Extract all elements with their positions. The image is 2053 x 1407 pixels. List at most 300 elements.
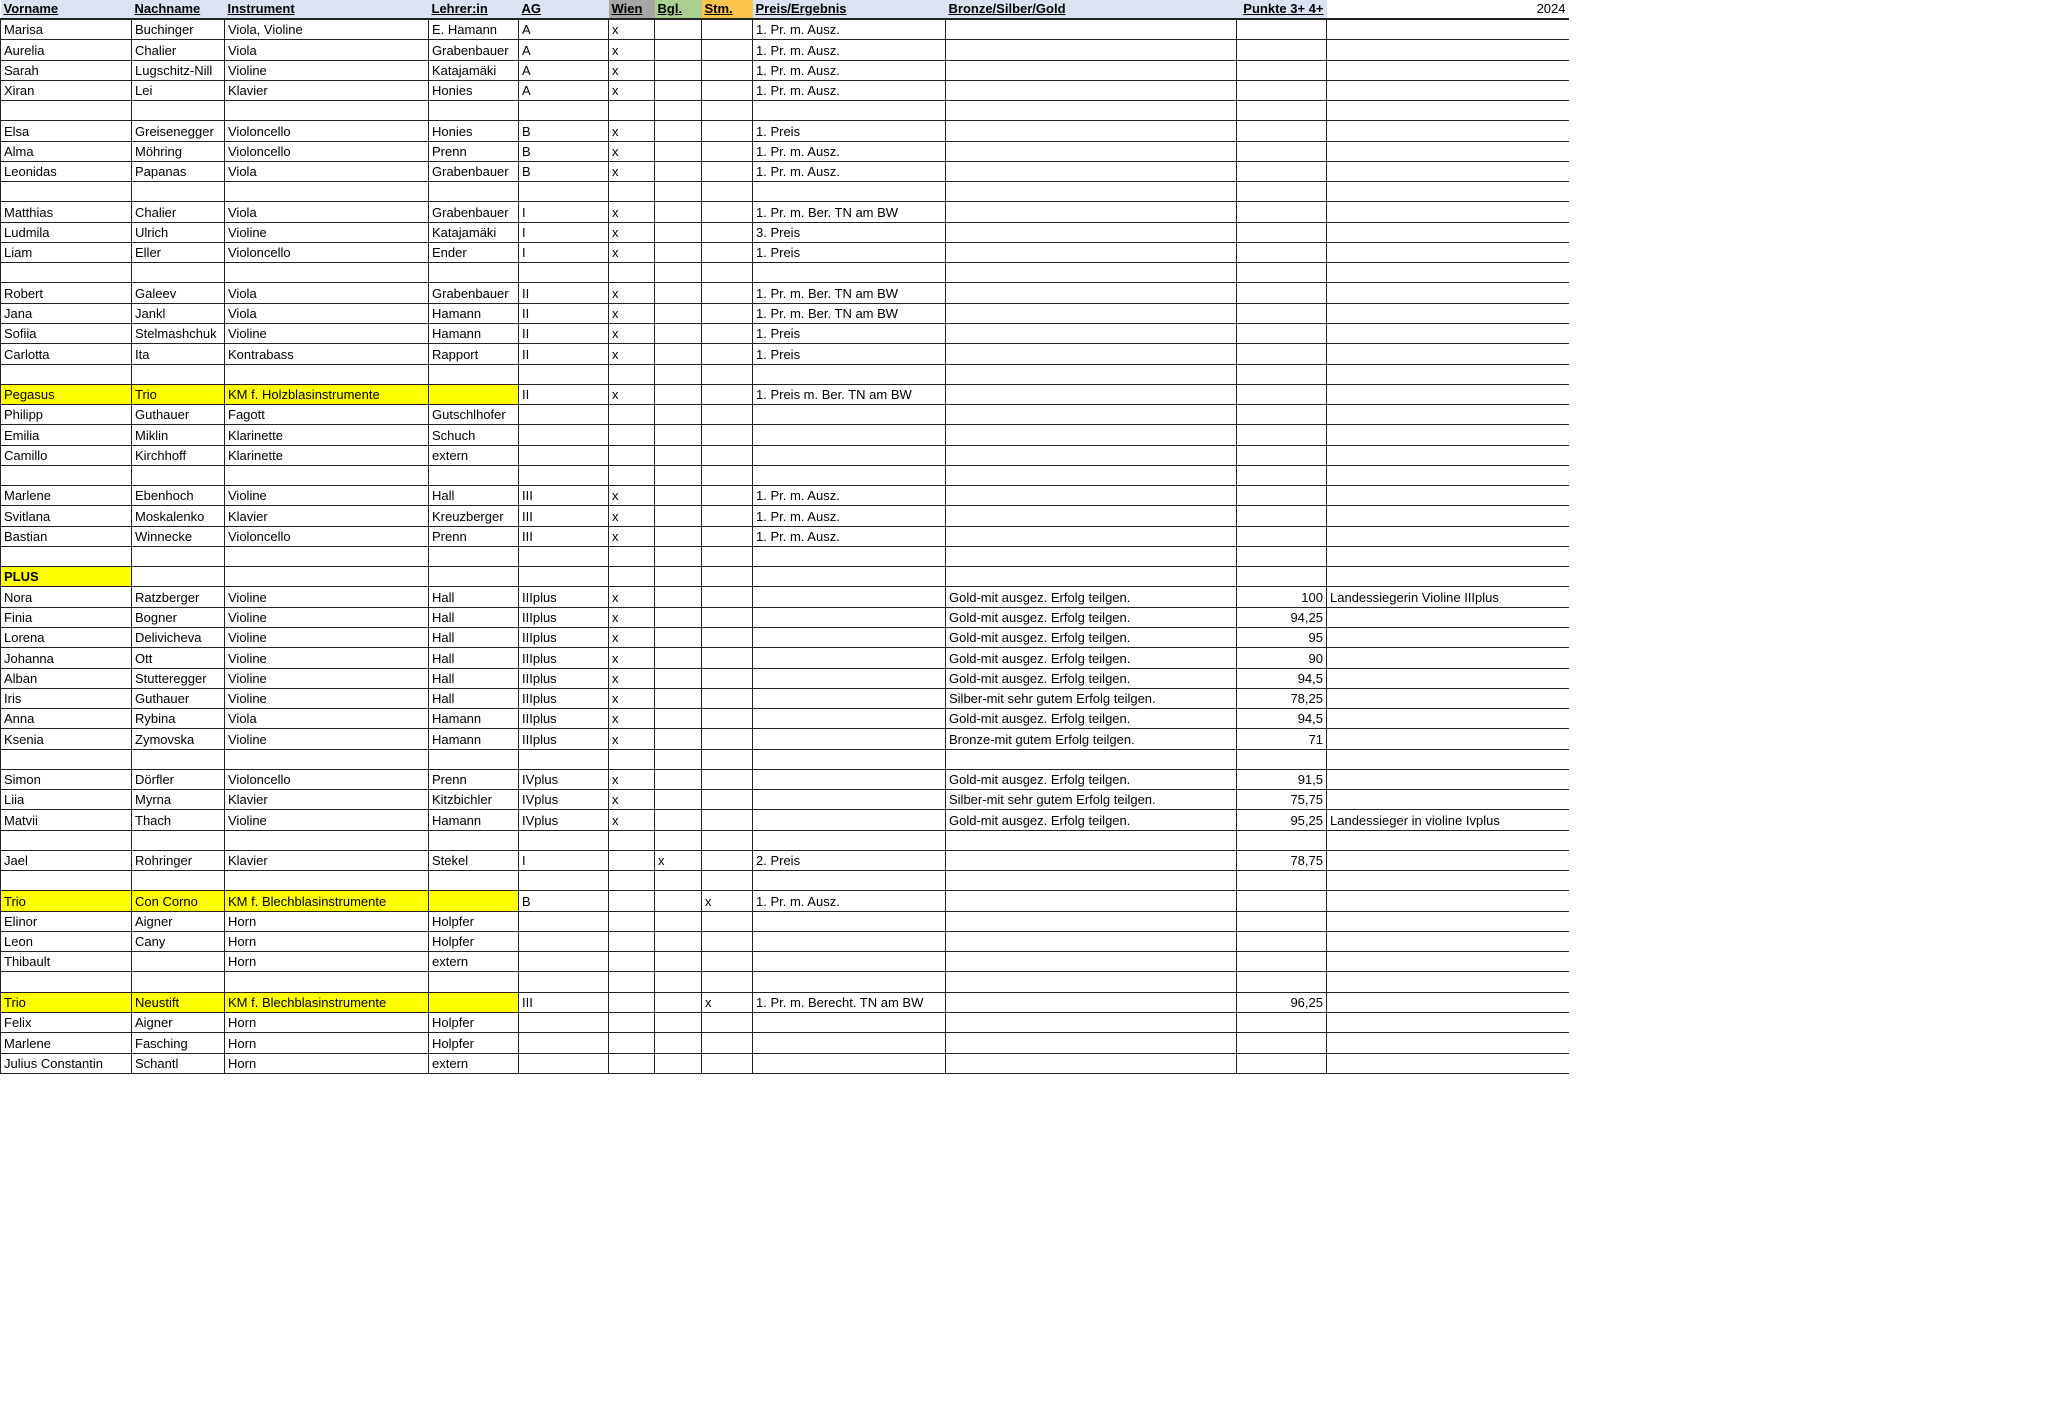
cell-vorname[interactable] xyxy=(1,546,132,566)
cell-nachname[interactable] xyxy=(132,972,225,992)
cell-stm[interactable] xyxy=(702,486,753,506)
cell-stm[interactable] xyxy=(702,567,753,587)
cell-note[interactable] xyxy=(1327,465,1569,485)
cell-lehrer[interactable] xyxy=(429,465,519,485)
cell-stm[interactable] xyxy=(702,952,753,972)
cell-ag[interactable]: I xyxy=(519,242,609,262)
cell-bgl[interactable] xyxy=(655,344,702,364)
cell-wien[interactable] xyxy=(609,405,655,425)
cell-ag[interactable]: A xyxy=(519,40,609,60)
cell-stm[interactable] xyxy=(702,607,753,627)
cell-lehrer[interactable]: Stekel xyxy=(429,850,519,870)
cell-preis[interactable]: 1. Pr. m. Ausz. xyxy=(753,141,946,161)
cell-lehrer[interactable]: Hamann xyxy=(429,709,519,729)
cell-ag[interactable] xyxy=(519,931,609,951)
cell-note[interactable]: Landessiegerin Violine IIIplus xyxy=(1327,587,1569,607)
cell-stm[interactable] xyxy=(702,121,753,141)
cell-ag[interactable]: II xyxy=(519,384,609,404)
cell-wien[interactable]: x xyxy=(609,668,655,688)
cell-vorname[interactable]: Elinor xyxy=(1,911,132,931)
cell-stm[interactable] xyxy=(702,141,753,161)
cell-stm[interactable] xyxy=(702,161,753,181)
cell-bgl[interactable] xyxy=(655,425,702,445)
cell-ag[interactable] xyxy=(519,101,609,121)
cell-medaille[interactable] xyxy=(946,101,1237,121)
cell-nachname[interactable]: Trio xyxy=(132,384,225,404)
cell-vorname[interactable] xyxy=(1,182,132,202)
cell-ag[interactable]: III xyxy=(519,506,609,526)
cell-wien[interactable] xyxy=(609,445,655,465)
cell-stm[interactable] xyxy=(702,405,753,425)
cell-wien[interactable]: x xyxy=(609,161,655,181)
cell-wien[interactable]: x xyxy=(609,526,655,546)
cell-note[interactable] xyxy=(1327,567,1569,587)
cell-wien[interactable] xyxy=(609,546,655,566)
cell-note[interactable] xyxy=(1327,323,1569,343)
cell-instrument[interactable]: Violine xyxy=(225,627,429,647)
cell-instrument[interactable] xyxy=(225,972,429,992)
cell-vorname[interactable]: Johanna xyxy=(1,648,132,668)
cell-instrument[interactable]: Violine xyxy=(225,688,429,708)
cell-instrument[interactable]: Viola, Violine xyxy=(225,19,429,40)
cell-lehrer[interactable]: Hall xyxy=(429,587,519,607)
cell-punkte[interactable] xyxy=(1237,263,1327,283)
cell-nachname[interactable]: Ebenhoch xyxy=(132,486,225,506)
cell-stm[interactable] xyxy=(702,263,753,283)
cell-nachname[interactable]: Stutteregger xyxy=(132,668,225,688)
cell-vorname[interactable]: Sarah xyxy=(1,60,132,80)
cell-note[interactable] xyxy=(1327,911,1569,931)
cell-note[interactable] xyxy=(1327,790,1569,810)
cell-vorname[interactable]: Aurelia xyxy=(1,40,132,60)
cell-bgl[interactable] xyxy=(655,607,702,627)
cell-vorname[interactable]: Felix xyxy=(1,1013,132,1033)
cell-instrument[interactable]: Violoncello xyxy=(225,121,429,141)
cell-note[interactable] xyxy=(1327,992,1569,1012)
cell-bgl[interactable] xyxy=(655,830,702,850)
cell-stm[interactable] xyxy=(702,709,753,729)
cell-punkte[interactable] xyxy=(1237,141,1327,161)
cell-stm[interactable] xyxy=(702,972,753,992)
cell-wien[interactable]: x xyxy=(609,790,655,810)
cell-preis[interactable]: 1. Preis xyxy=(753,242,946,262)
cell-preis[interactable] xyxy=(753,769,946,789)
cell-punkte[interactable]: 100 xyxy=(1237,587,1327,607)
cell-lehrer[interactable] xyxy=(429,992,519,1012)
cell-bgl[interactable] xyxy=(655,263,702,283)
cell-preis[interactable] xyxy=(753,729,946,749)
cell-instrument[interactable]: Violine xyxy=(225,323,429,343)
cell-instrument[interactable]: Violine xyxy=(225,486,429,506)
cell-wien[interactable] xyxy=(609,101,655,121)
cell-stm[interactable]: x xyxy=(702,992,753,1012)
cell-punkte[interactable]: 94,25 xyxy=(1237,607,1327,627)
cell-punkte[interactable] xyxy=(1237,891,1327,911)
cell-note[interactable] xyxy=(1327,283,1569,303)
cell-punkte[interactable] xyxy=(1237,526,1327,546)
cell-stm[interactable] xyxy=(702,242,753,262)
cell-punkte[interactable] xyxy=(1237,182,1327,202)
cell-bgl[interactable]: x xyxy=(655,850,702,870)
cell-nachname[interactable] xyxy=(132,871,225,891)
cell-vorname[interactable]: Alban xyxy=(1,668,132,688)
cell-punkte[interactable] xyxy=(1237,40,1327,60)
cell-ag[interactable]: I xyxy=(519,222,609,242)
cell-punkte[interactable]: 78,75 xyxy=(1237,850,1327,870)
cell-medaille[interactable]: Gold-mit ausgez. Erfolg teilgen. xyxy=(946,709,1237,729)
cell-note[interactable] xyxy=(1327,303,1569,323)
cell-medaille[interactable] xyxy=(946,182,1237,202)
cell-punkte[interactable] xyxy=(1237,161,1327,181)
cell-instrument[interactable]: Violoncello xyxy=(225,526,429,546)
cell-vorname[interactable]: Matvii xyxy=(1,810,132,830)
cell-punkte[interactable]: 94,5 xyxy=(1237,668,1327,688)
cell-lehrer[interactable]: Rapport xyxy=(429,344,519,364)
cell-punkte[interactable] xyxy=(1237,911,1327,931)
cell-vorname[interactable]: Simon xyxy=(1,769,132,789)
cell-lehrer[interactable] xyxy=(429,972,519,992)
cell-lehrer[interactable]: Grabenbauer xyxy=(429,202,519,222)
cell-stm[interactable] xyxy=(702,688,753,708)
cell-ag[interactable]: IIIplus xyxy=(519,587,609,607)
cell-preis[interactable]: 1. Pr. m. Ber. TN am BW xyxy=(753,303,946,323)
cell-stm[interactable] xyxy=(702,364,753,384)
cell-lehrer[interactable]: Holpfer xyxy=(429,1013,519,1033)
cell-note[interactable] xyxy=(1327,40,1569,60)
cell-stm[interactable] xyxy=(702,465,753,485)
cell-medaille[interactable] xyxy=(946,60,1237,80)
cell-stm[interactable] xyxy=(702,587,753,607)
cell-lehrer[interactable]: Ender xyxy=(429,242,519,262)
cell-stm[interactable] xyxy=(702,202,753,222)
cell-note[interactable] xyxy=(1327,1033,1569,1053)
cell-ag[interactable]: B xyxy=(519,141,609,161)
cell-stm[interactable] xyxy=(702,871,753,891)
cell-instrument[interactable]: Horn xyxy=(225,911,429,931)
cell-stm[interactable] xyxy=(702,80,753,100)
cell-stm[interactable] xyxy=(702,931,753,951)
cell-punkte[interactable] xyxy=(1237,242,1327,262)
header-instrument[interactable]: Instrument xyxy=(225,0,429,19)
cell-instrument[interactable]: Klavier xyxy=(225,80,429,100)
cell-lehrer[interactable]: Hamann xyxy=(429,810,519,830)
cell-stm[interactable] xyxy=(702,506,753,526)
cell-instrument[interactable]: Fagott xyxy=(225,405,429,425)
cell-preis[interactable] xyxy=(753,871,946,891)
cell-note[interactable] xyxy=(1327,182,1569,202)
cell-lehrer[interactable] xyxy=(429,546,519,566)
cell-punkte[interactable] xyxy=(1237,202,1327,222)
cell-nachname[interactable]: Winnecke xyxy=(132,526,225,546)
cell-medaille[interactable] xyxy=(946,972,1237,992)
cell-medaille[interactable] xyxy=(946,506,1237,526)
cell-note[interactable] xyxy=(1327,648,1569,668)
cell-nachname[interactable] xyxy=(132,952,225,972)
cell-punkte[interactable] xyxy=(1237,871,1327,891)
cell-vorname[interactable]: Julius Constantin xyxy=(1,1053,132,1073)
cell-wien[interactable] xyxy=(609,1033,655,1053)
cell-medaille[interactable] xyxy=(946,546,1237,566)
cell-nachname[interactable]: Myrna xyxy=(132,790,225,810)
cell-wien[interactable] xyxy=(609,749,655,769)
cell-bgl[interactable] xyxy=(655,323,702,343)
cell-instrument[interactable]: Violine xyxy=(225,729,429,749)
cell-punkte[interactable] xyxy=(1237,364,1327,384)
cell-medaille[interactable] xyxy=(946,992,1237,1012)
cell-wien[interactable]: x xyxy=(609,486,655,506)
cell-stm[interactable] xyxy=(702,850,753,870)
cell-lehrer[interactable]: Prenn xyxy=(429,526,519,546)
cell-note[interactable] xyxy=(1327,101,1569,121)
cell-preis[interactable] xyxy=(753,952,946,972)
cell-punkte[interactable] xyxy=(1237,749,1327,769)
cell-medaille[interactable] xyxy=(946,526,1237,546)
cell-medaille[interactable] xyxy=(946,202,1237,222)
cell-wien[interactable] xyxy=(609,992,655,1012)
cell-vorname[interactable]: Robert xyxy=(1,283,132,303)
cell-lehrer[interactable]: Hall xyxy=(429,688,519,708)
cell-nachname[interactable] xyxy=(132,830,225,850)
cell-punkte[interactable]: 91,5 xyxy=(1237,769,1327,789)
cell-vorname[interactable]: Sofiia xyxy=(1,323,132,343)
cell-punkte[interactable] xyxy=(1237,222,1327,242)
cell-lehrer[interactable]: E. Hamann xyxy=(429,19,519,40)
cell-medaille[interactable]: Gold-mit ausgez. Erfolg teilgen. xyxy=(946,668,1237,688)
cell-punkte[interactable] xyxy=(1237,60,1327,80)
cell-preis[interactable]: 1. Pr. m. Ausz. xyxy=(753,19,946,40)
cell-bgl[interactable] xyxy=(655,871,702,891)
cell-punkte[interactable]: 95 xyxy=(1237,627,1327,647)
cell-preis[interactable] xyxy=(753,911,946,931)
cell-ag[interactable]: B xyxy=(519,161,609,181)
cell-preis[interactable] xyxy=(753,1013,946,1033)
cell-ag[interactable] xyxy=(519,1033,609,1053)
cell-ag[interactable] xyxy=(519,182,609,202)
cell-bgl[interactable] xyxy=(655,364,702,384)
cell-medaille[interactable] xyxy=(946,19,1237,40)
cell-vorname[interactable]: Jana xyxy=(1,303,132,323)
cell-bgl[interactable] xyxy=(655,182,702,202)
cell-instrument[interactable]: Violine xyxy=(225,648,429,668)
cell-medaille[interactable] xyxy=(946,749,1237,769)
cell-nachname[interactable]: Neustift xyxy=(132,992,225,1012)
cell-lehrer[interactable]: Kreuzberger xyxy=(429,506,519,526)
cell-stm[interactable] xyxy=(702,810,753,830)
cell-nachname[interactable]: Guthauer xyxy=(132,405,225,425)
cell-vorname[interactable]: Anna xyxy=(1,709,132,729)
cell-ag[interactable]: III xyxy=(519,526,609,546)
cell-note[interactable] xyxy=(1327,384,1569,404)
cell-nachname[interactable]: Ott xyxy=(132,648,225,668)
cell-stm[interactable] xyxy=(702,40,753,60)
cell-medaille[interactable] xyxy=(946,364,1237,384)
cell-lehrer[interactable]: Prenn xyxy=(429,769,519,789)
cell-stm[interactable] xyxy=(702,729,753,749)
cell-wien[interactable] xyxy=(609,911,655,931)
header-bgl[interactable]: Bgl. xyxy=(655,0,702,19)
cell-medaille[interactable] xyxy=(946,445,1237,465)
cell-preis[interactable] xyxy=(753,546,946,566)
cell-note[interactable] xyxy=(1327,80,1569,100)
cell-nachname[interactable] xyxy=(132,364,225,384)
cell-punkte[interactable] xyxy=(1237,546,1327,566)
cell-bgl[interactable] xyxy=(655,405,702,425)
cell-punkte[interactable] xyxy=(1237,283,1327,303)
header-nachname[interactable]: Nachname xyxy=(132,0,225,19)
cell-vorname[interactable]: Elsa xyxy=(1,121,132,141)
cell-wien[interactable] xyxy=(609,972,655,992)
cell-preis[interactable] xyxy=(753,567,946,587)
cell-vorname[interactable]: Leon xyxy=(1,931,132,951)
cell-instrument[interactable] xyxy=(225,364,429,384)
cell-lehrer[interactable]: Katajamäki xyxy=(429,222,519,242)
cell-bgl[interactable] xyxy=(655,587,702,607)
cell-wien[interactable]: x xyxy=(609,688,655,708)
cell-preis[interactable] xyxy=(753,627,946,647)
cell-punkte[interactable] xyxy=(1237,1033,1327,1053)
cell-punkte[interactable] xyxy=(1237,80,1327,100)
cell-ag[interactable] xyxy=(519,952,609,972)
cell-note[interactable] xyxy=(1327,850,1569,870)
cell-bgl[interactable] xyxy=(655,790,702,810)
cell-instrument[interactable]: KM f. Blechblasinstrumente xyxy=(225,891,429,911)
cell-note[interactable] xyxy=(1327,952,1569,972)
cell-instrument[interactable]: Viola xyxy=(225,303,429,323)
cell-instrument[interactable] xyxy=(225,749,429,769)
cell-bgl[interactable] xyxy=(655,810,702,830)
cell-bgl[interactable] xyxy=(655,931,702,951)
cell-stm[interactable] xyxy=(702,830,753,850)
cell-nachname[interactable]: Möhring xyxy=(132,141,225,161)
cell-instrument[interactable]: Viola xyxy=(225,161,429,181)
cell-note[interactable] xyxy=(1327,263,1569,283)
cell-vorname[interactable]: Bastian xyxy=(1,526,132,546)
cell-lehrer[interactable] xyxy=(429,871,519,891)
cell-nachname[interactable]: Aigner xyxy=(132,911,225,931)
cell-note[interactable] xyxy=(1327,1013,1569,1033)
cell-preis[interactable]: 1. Pr. m. Ausz. xyxy=(753,40,946,60)
cell-punkte[interactable] xyxy=(1237,425,1327,445)
cell-vorname[interactable]: Emilia xyxy=(1,425,132,445)
cell-medaille[interactable] xyxy=(946,850,1237,870)
cell-nachname[interactable]: Ulrich xyxy=(132,222,225,242)
cell-wien[interactable] xyxy=(609,830,655,850)
cell-lehrer[interactable]: Honies xyxy=(429,80,519,100)
cell-instrument[interactable]: Violoncello xyxy=(225,242,429,262)
cell-nachname[interactable]: Bogner xyxy=(132,607,225,627)
cell-bgl[interactable] xyxy=(655,242,702,262)
cell-preis[interactable]: 1. Preis m. Ber. TN am BW xyxy=(753,384,946,404)
cell-vorname[interactable] xyxy=(1,830,132,850)
cell-note[interactable] xyxy=(1327,972,1569,992)
cell-note[interactable] xyxy=(1327,627,1569,647)
cell-bgl[interactable] xyxy=(655,222,702,242)
cell-note[interactable] xyxy=(1327,830,1569,850)
cell-vorname[interactable]: Camillo xyxy=(1,445,132,465)
cell-punkte[interactable] xyxy=(1237,445,1327,465)
cell-nachname[interactable]: Ita xyxy=(132,344,225,364)
cell-preis[interactable]: 3. Preis xyxy=(753,222,946,242)
cell-medaille[interactable] xyxy=(946,384,1237,404)
cell-nachname[interactable] xyxy=(132,546,225,566)
cell-wien[interactable] xyxy=(609,1053,655,1073)
cell-lehrer[interactable]: extern xyxy=(429,1053,519,1073)
cell-instrument[interactable] xyxy=(225,263,429,283)
cell-ag[interactable]: IIIplus xyxy=(519,607,609,627)
cell-lehrer[interactable]: Hamann xyxy=(429,323,519,343)
cell-wien[interactable]: x xyxy=(609,323,655,343)
cell-note[interactable] xyxy=(1327,931,1569,951)
cell-vorname[interactable]: Jael xyxy=(1,850,132,870)
cell-bgl[interactable] xyxy=(655,445,702,465)
cell-punkte[interactable] xyxy=(1237,19,1327,40)
cell-lehrer[interactable]: Holpfer xyxy=(429,931,519,951)
cell-stm[interactable] xyxy=(702,344,753,364)
cell-preis[interactable] xyxy=(753,587,946,607)
cell-note[interactable] xyxy=(1327,141,1569,161)
cell-medaille[interactable]: Gold-mit ausgez. Erfolg teilgen. xyxy=(946,769,1237,789)
cell-stm[interactable] xyxy=(702,668,753,688)
cell-wien[interactable] xyxy=(609,465,655,485)
cell-medaille[interactable]: Silber-mit sehr gutem Erfolg teilgen. xyxy=(946,790,1237,810)
cell-bgl[interactable] xyxy=(655,709,702,729)
cell-bgl[interactable] xyxy=(655,769,702,789)
cell-preis[interactable]: 1. Pr. m. Ausz. xyxy=(753,526,946,546)
cell-stm[interactable] xyxy=(702,526,753,546)
cell-medaille[interactable] xyxy=(946,871,1237,891)
cell-preis[interactable] xyxy=(753,1053,946,1073)
cell-instrument[interactable]: Violoncello xyxy=(225,141,429,161)
cell-bgl[interactable] xyxy=(655,688,702,708)
cell-lehrer[interactable]: Hall xyxy=(429,486,519,506)
cell-preis[interactable] xyxy=(753,101,946,121)
cell-nachname[interactable] xyxy=(132,263,225,283)
cell-punkte[interactable]: 96,25 xyxy=(1237,992,1327,1012)
cell-note[interactable] xyxy=(1327,891,1569,911)
cell-nachname[interactable]: Zymovska xyxy=(132,729,225,749)
cell-medaille[interactable]: Gold-mit ausgez. Erfolg teilgen. xyxy=(946,648,1237,668)
cell-preis[interactable] xyxy=(753,688,946,708)
cell-vorname[interactable]: Trio xyxy=(1,891,132,911)
cell-preis[interactable]: 1. Pr. m. Ausz. xyxy=(753,161,946,181)
header-stm[interactable]: Stm. xyxy=(702,0,753,19)
cell-preis[interactable] xyxy=(753,182,946,202)
cell-wien[interactable] xyxy=(609,952,655,972)
cell-preis[interactable]: 1. Pr. m. Ausz. xyxy=(753,60,946,80)
cell-medaille[interactable] xyxy=(946,303,1237,323)
cell-vorname[interactable]: Lorena xyxy=(1,627,132,647)
cell-vorname[interactable]: Carlotta xyxy=(1,344,132,364)
cell-vorname[interactable]: Marlene xyxy=(1,486,132,506)
cell-preis[interactable] xyxy=(753,648,946,668)
cell-punkte[interactable] xyxy=(1237,323,1327,343)
cell-ag[interactable] xyxy=(519,911,609,931)
cell-vorname[interactable]: Trio xyxy=(1,992,132,1012)
cell-vorname[interactable]: Ksenia xyxy=(1,729,132,749)
cell-preis[interactable] xyxy=(753,749,946,769)
cell-lehrer[interactable]: Hall xyxy=(429,668,519,688)
cell-stm[interactable] xyxy=(702,749,753,769)
cell-ag[interactable]: IVplus xyxy=(519,810,609,830)
cell-medaille[interactable] xyxy=(946,222,1237,242)
cell-wien[interactable]: x xyxy=(609,283,655,303)
cell-lehrer[interactable] xyxy=(429,101,519,121)
cell-lehrer[interactable] xyxy=(429,830,519,850)
cell-punkte[interactable]: 90 xyxy=(1237,648,1327,668)
cell-lehrer[interactable]: Gutschlhofer xyxy=(429,405,519,425)
cell-preis[interactable] xyxy=(753,607,946,627)
cell-nachname[interactable] xyxy=(132,182,225,202)
